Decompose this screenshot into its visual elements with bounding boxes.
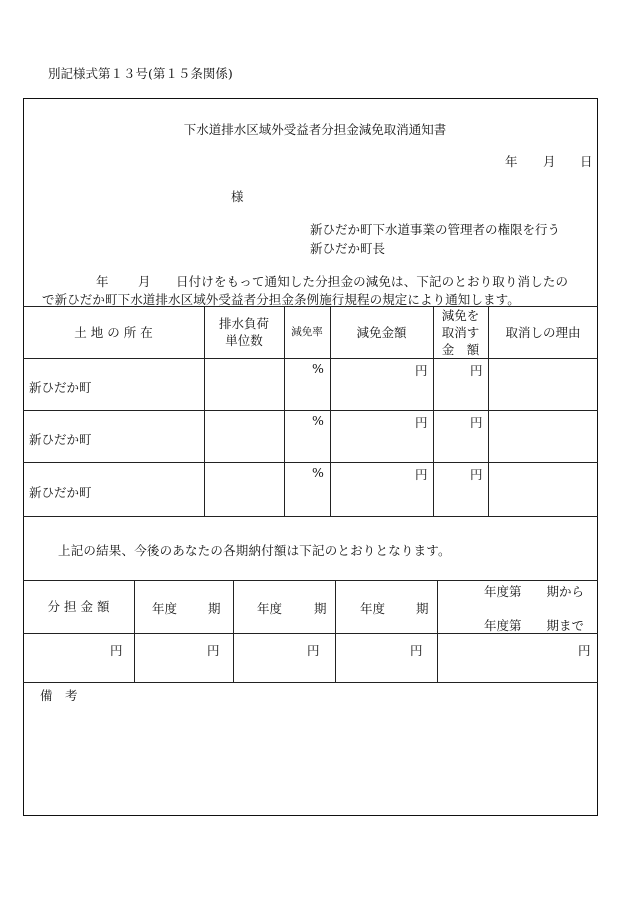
header-load-units bbox=[204, 306, 284, 358]
header-period-2-term: 期 bbox=[314, 601, 327, 616]
table2-col-line bbox=[335, 580, 336, 682]
header-period-2-year: 年度 bbox=[257, 601, 283, 616]
remarks-label: 備 考 bbox=[40, 688, 78, 703]
addressee-suffix: 様 bbox=[231, 189, 244, 204]
row-amount-unit: 円 bbox=[415, 415, 428, 430]
table1-header-line bbox=[23, 358, 598, 359]
header-amount: 減免金額 bbox=[356, 324, 407, 340]
header-period-3-term: 期 bbox=[416, 601, 429, 616]
value-period-1-unit: 円 bbox=[207, 643, 220, 658]
header-reason: 取消しの理由 bbox=[505, 324, 581, 340]
notice-month: 月 bbox=[138, 274, 151, 289]
value-period-2-unit: 円 bbox=[307, 643, 320, 658]
row-location: 新ひだか町 bbox=[29, 380, 92, 395]
value-range-unit: 円 bbox=[578, 643, 591, 658]
table2-col-line bbox=[233, 580, 234, 682]
header-location: 土 地 の 所 在 bbox=[74, 324, 153, 340]
header-cancel-line-3: 金 額 bbox=[441, 341, 480, 357]
row-location: 新ひだか町 bbox=[29, 432, 92, 447]
table1-row-line bbox=[23, 410, 598, 411]
header-period-3-year: 年度 bbox=[360, 601, 386, 616]
row-rate-unit: % bbox=[312, 465, 324, 480]
table1-row-line bbox=[23, 462, 598, 463]
table1-bottom-line bbox=[23, 516, 598, 517]
row-cancel-unit: 円 bbox=[470, 467, 483, 482]
notice-line-1: 日付けをもって通知した分担金の減免は、下記のとおり取り消したの bbox=[176, 274, 569, 289]
date-day: 日 bbox=[580, 154, 593, 169]
form-frame bbox=[23, 98, 598, 816]
header-rate: 減免率 bbox=[291, 325, 323, 338]
notice-line-2: で新ひだか町下水道排水区域外受益者分担金条例施行規程の規定により通知します。 bbox=[42, 292, 520, 307]
value-period-3-unit: 円 bbox=[410, 643, 423, 658]
header-load-units-line-1: 排水負荷 bbox=[218, 316, 269, 331]
row-amount-unit: 円 bbox=[415, 363, 428, 378]
row-location: 新ひだか町 bbox=[29, 485, 92, 500]
issuer-line-2: 新ひだか町長 bbox=[310, 241, 386, 256]
header-cancel-amount bbox=[433, 306, 488, 358]
document-title: 下水道排水区域外受益者分担金減免取消通知書 bbox=[183, 122, 447, 137]
header-cancel-line-1: 減免を bbox=[441, 307, 480, 323]
row-cancel-unit: 円 bbox=[470, 415, 483, 430]
issuer-line-1: 新ひだか町下水道事業の管理者の権限を行う bbox=[310, 222, 561, 237]
header-period-1-term: 期 bbox=[208, 601, 221, 616]
header-range-to: 年度第 期まで bbox=[484, 618, 585, 633]
table2-bottom-line bbox=[23, 682, 598, 683]
header-period-1-year: 年度 bbox=[152, 601, 178, 616]
header-cancel-line-2: 取消す bbox=[441, 324, 480, 340]
table2-col-line bbox=[437, 580, 438, 682]
row-rate-unit: % bbox=[312, 413, 324, 428]
value-share-unit: 円 bbox=[110, 643, 123, 658]
notice-year: 年 bbox=[96, 274, 109, 289]
header-range-from: 年度第 期から bbox=[484, 584, 585, 599]
header-share-amount: 分 担 金 額 bbox=[47, 599, 110, 614]
table2-col-line bbox=[134, 580, 135, 682]
form-reference: 別記様式第１３号(第１５条関係) bbox=[48, 66, 233, 81]
result-text: 上記の結果、今後のあなたの各期納付額は下記のとおりとなります。 bbox=[58, 543, 451, 558]
row-amount-unit: 円 bbox=[415, 467, 428, 482]
date-year: 年 bbox=[505, 154, 518, 169]
header-load-units-line-2: 単位数 bbox=[225, 333, 263, 348]
row-rate-unit: % bbox=[312, 361, 324, 376]
date-month: 月 bbox=[543, 154, 556, 169]
row-cancel-unit: 円 bbox=[470, 363, 483, 378]
